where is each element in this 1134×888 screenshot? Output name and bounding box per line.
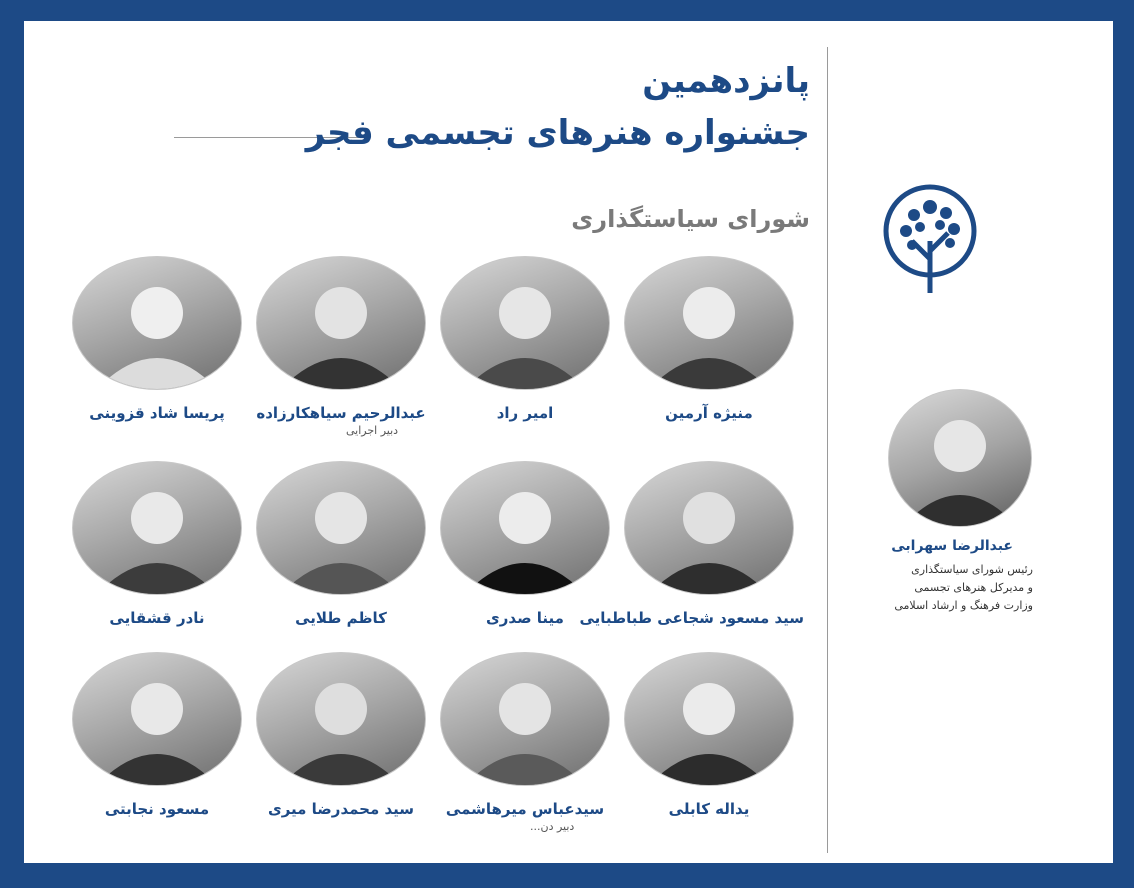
chair-role xyxy=(873,561,1033,615)
person-portrait-icon xyxy=(72,256,242,390)
person-portrait-icon xyxy=(624,461,794,595)
person-portrait-icon xyxy=(888,389,1032,527)
person-portrait-icon xyxy=(440,256,610,390)
member-card xyxy=(430,256,620,422)
chair-name: عبدالرضا سهرابی xyxy=(891,538,1013,554)
title-line-2: جشنواره هنرهای تجسمی فجر xyxy=(305,113,810,153)
person-portrait-icon xyxy=(440,461,610,595)
section-title: شورای سیاستگذاری xyxy=(571,205,810,233)
title-line-1: پانزدهمین xyxy=(642,61,810,101)
person-portrait-icon xyxy=(256,461,426,595)
member-card xyxy=(62,652,252,818)
member-card xyxy=(579,461,804,627)
member-name: منیژه آرمین xyxy=(665,404,753,422)
member-card xyxy=(614,256,804,422)
member-name: سید مسعود شجاعی طباطبایی xyxy=(579,609,804,627)
person-portrait-icon xyxy=(256,652,426,786)
member-card xyxy=(430,652,620,833)
member-name: کاظم طلایی xyxy=(295,609,387,627)
member-name: سید محمدرضا میری xyxy=(267,800,415,818)
chair-role-line: رئیس شورای سیاستگذاری xyxy=(911,563,1033,576)
member-card xyxy=(62,256,252,422)
poster xyxy=(24,21,1113,863)
member-card xyxy=(614,652,804,818)
member-name: مینا صدری xyxy=(486,609,564,627)
member-card xyxy=(430,461,620,627)
member-role: دبیر دن... xyxy=(530,820,575,833)
member-card xyxy=(62,461,252,627)
member-name: امیر راد xyxy=(496,404,554,422)
person-portrait-icon xyxy=(72,461,242,595)
member-name: یداله کابلی xyxy=(668,800,750,818)
member-card xyxy=(246,652,436,818)
member-card xyxy=(246,461,436,627)
member-name: پریسا شاد قزوینی xyxy=(89,404,225,422)
chair-role-line: وزارت فرهنگ و ارشاد اسلامی xyxy=(894,599,1033,612)
person-portrait-icon xyxy=(72,652,242,786)
member-name: نادر قشقایی xyxy=(109,609,205,627)
person-portrait-icon xyxy=(624,652,794,786)
member-name: مسعود نجابتی xyxy=(104,800,210,818)
member-name: سیدعباس میرهاشمی xyxy=(445,800,605,818)
member-role: دبیر اجرایی xyxy=(346,424,399,437)
member-name: عبدالرحیم سیاهکارزاده xyxy=(256,404,426,422)
person-portrait-icon xyxy=(256,256,426,390)
tree-logo-icon xyxy=(882,181,978,297)
chair-role-line: و مدیرکل هنرهای تجسمی xyxy=(914,581,1033,594)
divider-vertical xyxy=(827,47,828,853)
person-portrait-icon xyxy=(440,652,610,786)
member-card xyxy=(246,256,436,437)
person-portrait-icon xyxy=(624,256,794,390)
